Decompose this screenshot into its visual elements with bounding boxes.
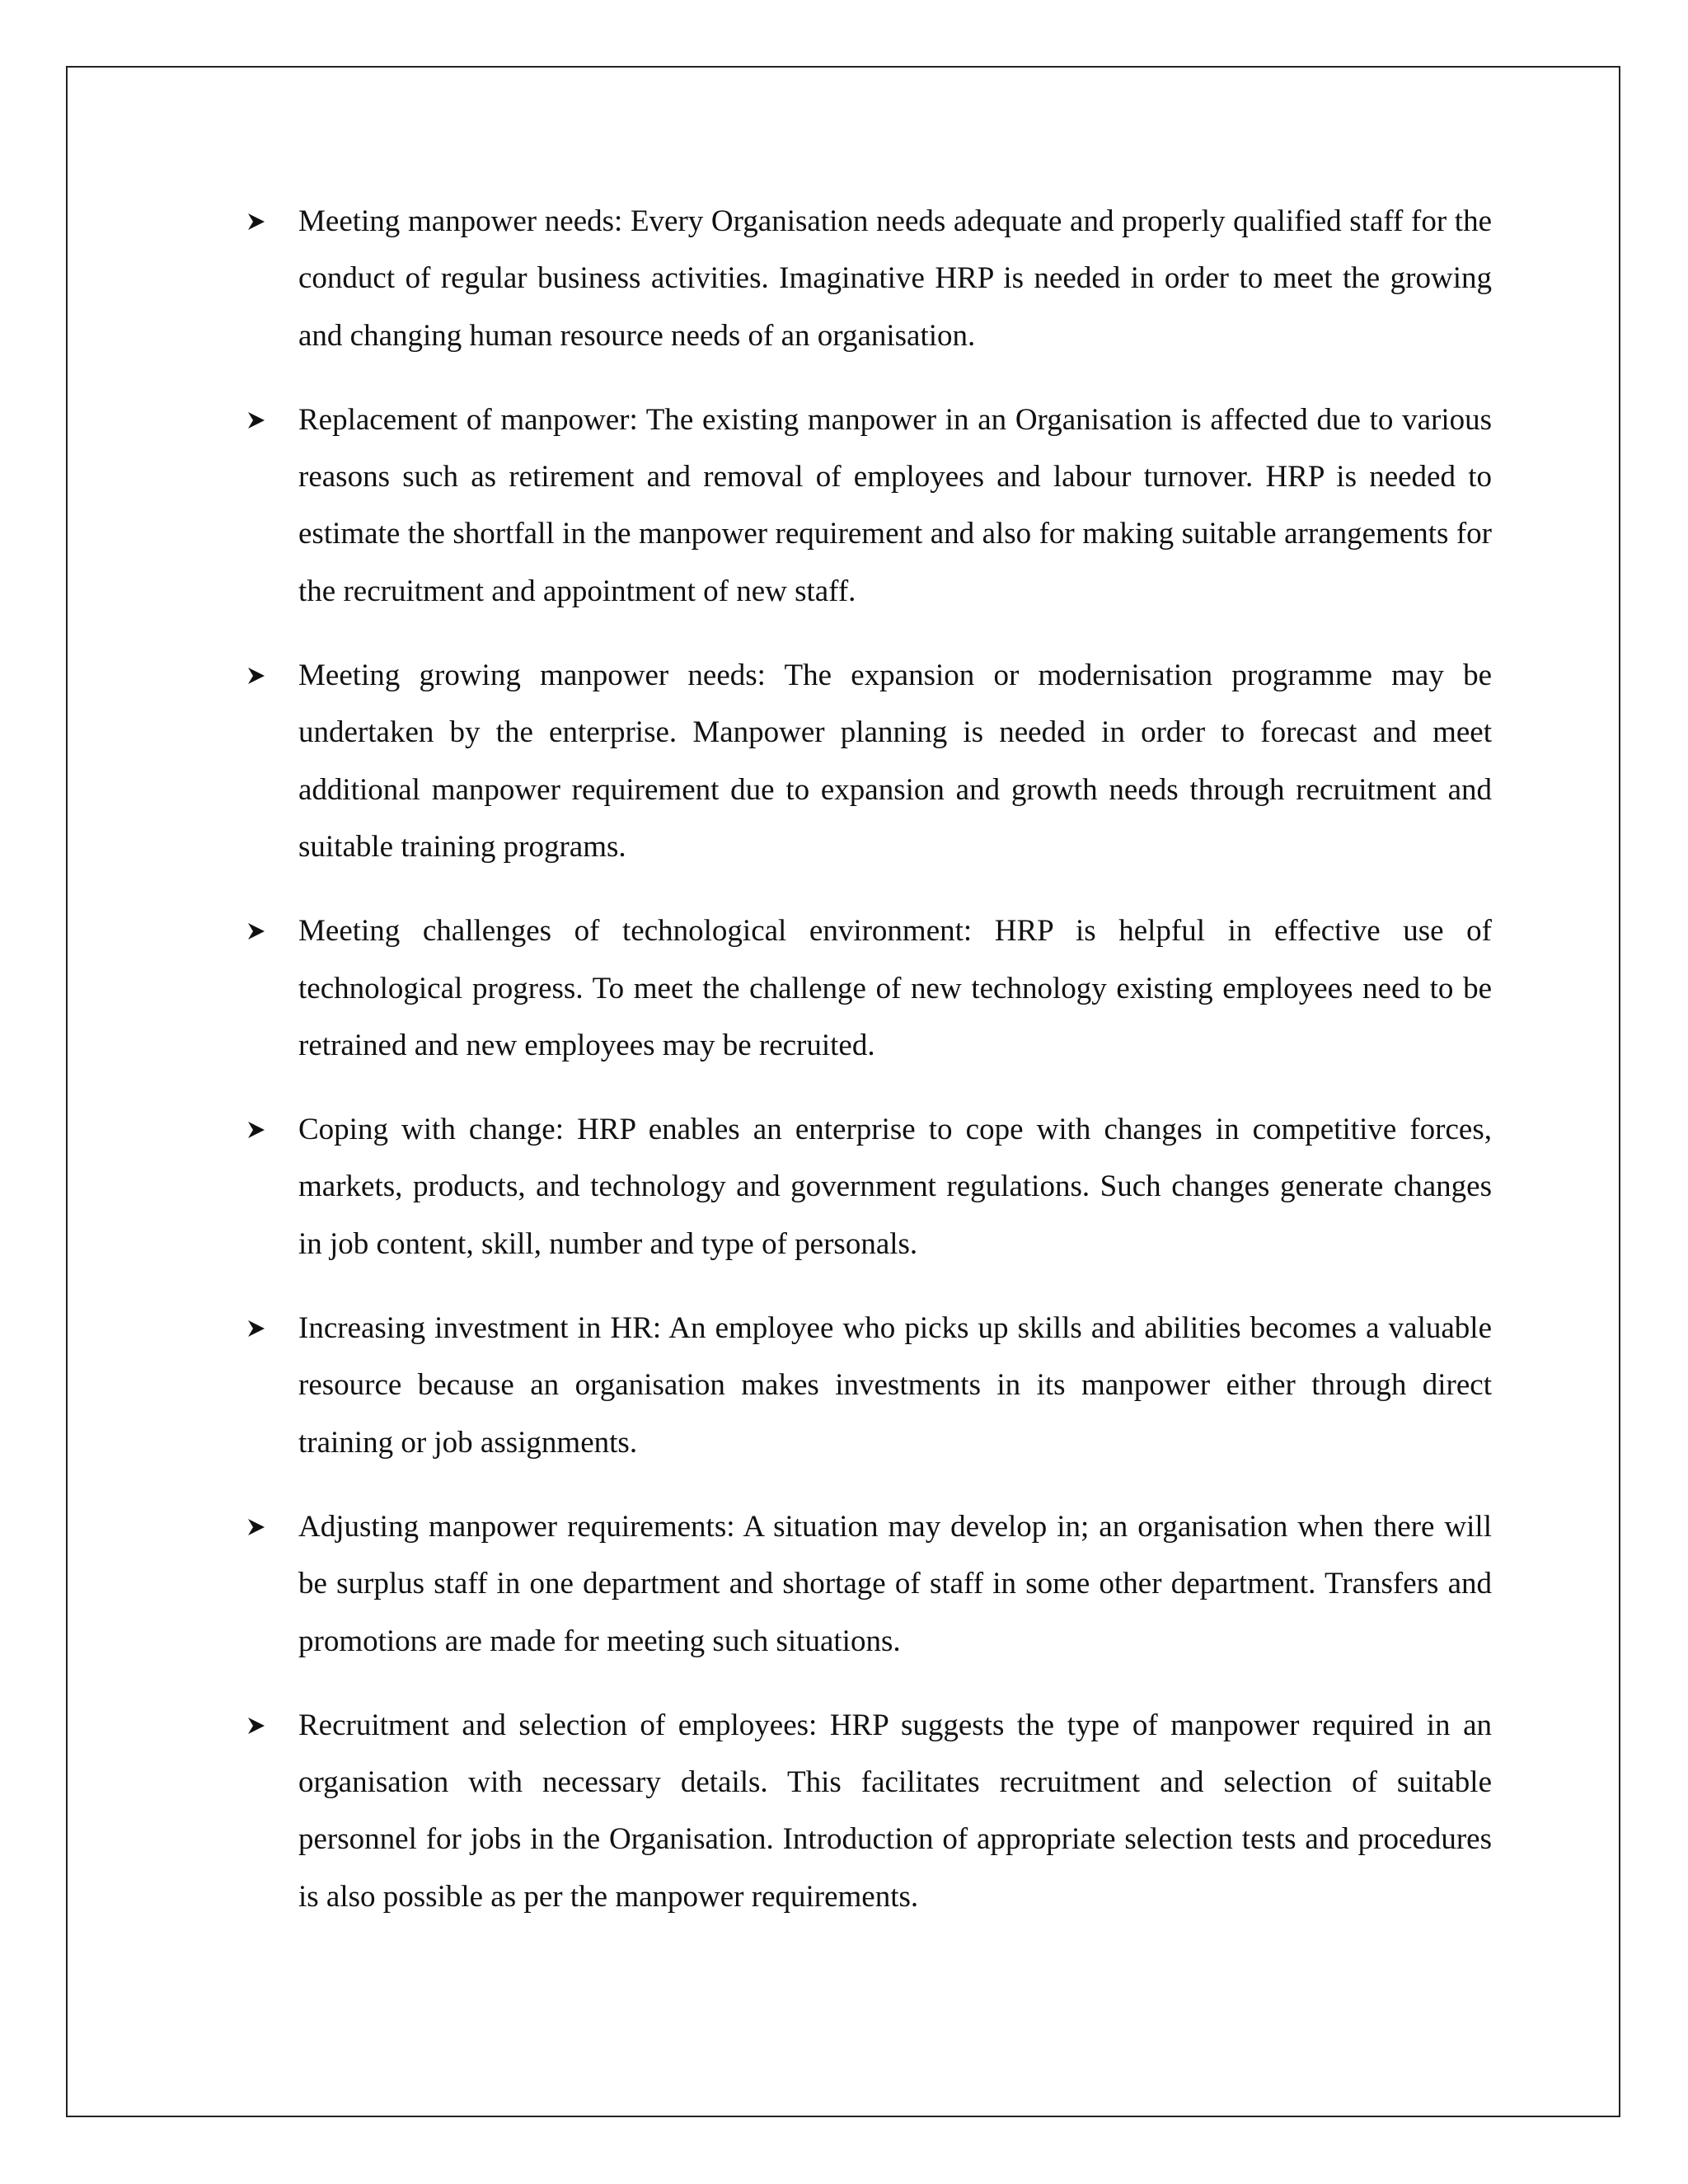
- arrowhead-bullet-icon: [247, 213, 265, 231]
- list-item-text: Meeting challenges of technological environment: HRP is helpful in effective use of technological progress. To meet the challenge of new technology existing employees need to be retrained and new employees may be recruited.: [298, 914, 1492, 1062]
- list-item: [247, 1101, 1492, 1272]
- arrowhead-bullet-icon: [247, 1121, 265, 1139]
- list-item: [247, 1300, 1492, 1471]
- list-item: [247, 647, 1492, 875]
- arrowhead-bullet-icon: [247, 1319, 265, 1338]
- list-item: [247, 1498, 1492, 1670]
- list-item-text: Meeting growing manpower needs: The expansion or modernisation programme may be undertaken by the enterprise. Manpower planning is needed in order to forecast and meet additional manpower requirement due to expansion and growth needs through recruitment and suitable training programs.: [298, 658, 1492, 864]
- list-item: [247, 193, 1492, 364]
- arrowhead-bullet-icon: [247, 922, 265, 940]
- arrowhead-bullet-icon: [247, 1717, 265, 1735]
- list-item: [247, 902, 1492, 1074]
- list-item-text: Adjusting manpower requirements: A situation may develop in; an organisation when there will be surplus staff in one department and shortage of staff in some other department. Transfers and promotions are made for meeting such situations.: [298, 1509, 1492, 1658]
- list-item: [247, 1697, 1492, 1925]
- list-item-text: Recruitment and selection of employees: HRP suggests the type of manpower required in an organisation with necessary details. This facilitates recruitment and selection of suitable personnel for jobs in the Organisation. Introduction of appropriate selection tests and procedures is also possible as per the manpower requirements.: [298, 1708, 1492, 1914]
- bullet-list: [247, 193, 1492, 1925]
- arrowhead-bullet-icon: [247, 667, 265, 685]
- list-item-text: Coping with change: HRP enables an enterprise to cope with changes in competitive forces, markets, products, and technology and government regulations. Such changes generate changes in job content, skill, number and type of personals.: [298, 1113, 1492, 1261]
- list-item: [247, 391, 1492, 620]
- list-item-text: Replacement of manpower: The existing manpower in an Organisation is affected due to various reasons such as retirement and removal of employees and labour turnover. HRP is needed to estimate the shortfall in the manpower requirement and also for making suitable arrangements for the recruitment and appointment of new staff.: [298, 402, 1492, 608]
- arrowhead-bullet-icon: [247, 411, 265, 429]
- arrowhead-bullet-icon: [247, 1518, 265, 1536]
- list-item-text: Meeting manpower needs: Every Organisation needs adequate and properly qualified staff for the conduct of regular business activities. Imaginative HRP is needed in order to meet the growing and changing human resource needs of an organisation.: [298, 204, 1492, 353]
- list-item-text: Increasing investment in HR: An employee who picks up skills and abilities becomes a valuable resource because an organisation makes investments in its manpower either through direct training or job assignments.: [298, 1311, 1492, 1460]
